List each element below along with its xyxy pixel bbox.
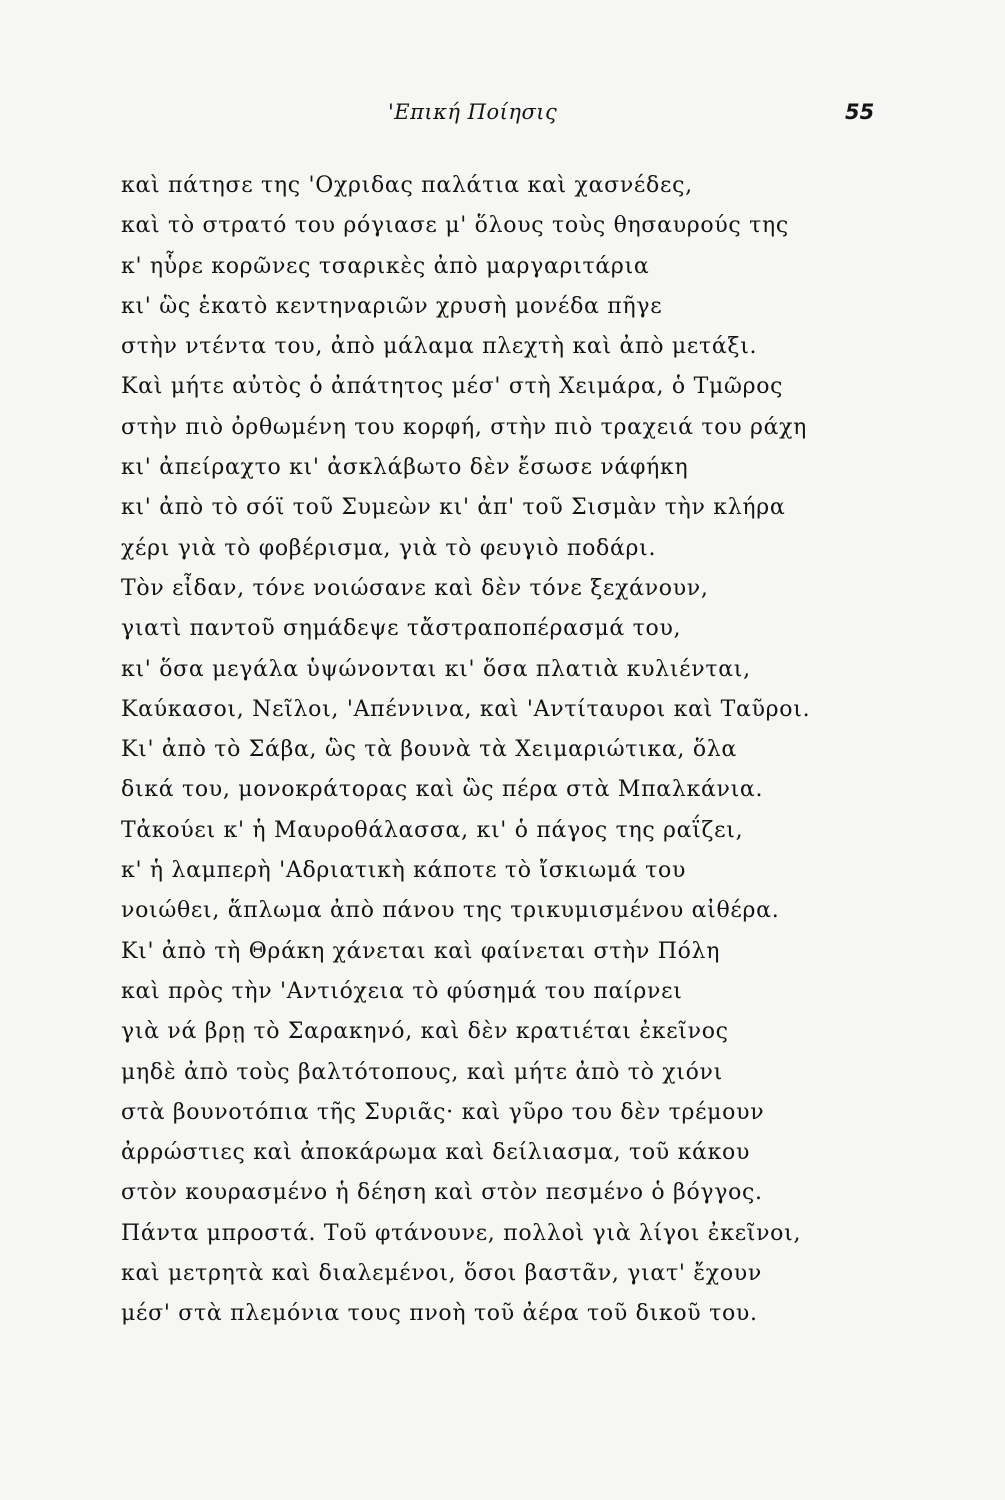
poem-line: δικά του, μονοκράτορας καὶ ὣς πέρα στὰ Μπαλκάνια. — [121, 777, 764, 803]
poem-line: κ' ἡ λαμπερὴ 'Αδριατικὴ κάποτε τὸ ἴσκιωμά του — [121, 858, 687, 884]
poem-line: καὶ τὸ στρατό του ρόγιασε μ' ὅλους τοὺς θησαυρούς της — [121, 213, 789, 239]
poem-line: Κι' ἀπὸ τὴ Θράκη χάνεται καὶ φαίνεται στὴν Πόλη — [121, 938, 721, 964]
poem-line: μηδὲ ἀπὸ τοὺς βαλτότοπους, καὶ μήτε ἀπὸ τὸ χιόνι — [121, 1059, 723, 1085]
page-number: 55 — [845, 100, 875, 124]
poem-line: καὶ μετρητὰ καὶ διαλεμένοι, ὅσοι βαστᾶν, γιατ' ἔχουν — [121, 1261, 762, 1287]
poem-line: μέσ' στὰ πλεμόνια τους πνοὴ τοῦ ἀέρα τοῦ δικοῦ του. — [121, 1301, 758, 1327]
poem-line: στὰ βουνοτόπια τῆς Συριᾶς· καὶ γῦρο του δὲν τρέμουν — [121, 1099, 765, 1125]
poem-line: κι' ὣς ἑκατὸ κεντηναριῶν χρυσὴ μονέδα πῆγε — [121, 293, 663, 319]
poem-line: χέρι γιὰ τὸ φοβέρισμα, γιὰ τὸ φευγιὸ ποδάρι. — [121, 535, 657, 561]
poem-line: Κι' ἀπὸ τὸ Σάβα, ὣς τὰ βουνὰ τὰ Χειμαριώτικα, ὅλα — [121, 737, 737, 763]
poem-line: στὴν πιὸ ὀρθωμένη του κορφή, στὴν πιὸ τραχειά του ράχη — [121, 414, 808, 440]
running-head — [0, 100, 1005, 130]
poem-line: ἀρρώστιες καὶ ἀποκάρωμα καὶ δείλιασμα, τοῦ κάκου — [121, 1140, 751, 1166]
poem-line: Τἀκούει κ' ἡ Μαυροθάλασσα, κι' ὁ πάγος της ραΐζει, — [121, 817, 744, 843]
poem-text — [121, 166, 911, 1335]
poem-line: κι' ἀπείραχτο κι' ἀσκλάβωτο δὲν ἔσωσε νάφήκη — [121, 455, 689, 481]
poem-line: στὸν κουρασμένο ἡ δέηση καὶ στὸν πεσμένο ὁ βόγγος. — [121, 1180, 763, 1206]
running-head-title: 'Επική Ποίησις — [388, 100, 558, 124]
poem-line: Καύκασοι, Νεῖλοι, 'Απέννινα, καὶ 'Αντίταυροι καὶ Ταῦροι. — [121, 696, 811, 722]
poem-line: στὴν ντέντα του, ἀπὸ μάλαμα πλεχτὴ καὶ ἀπὸ μετάξι. — [121, 334, 758, 360]
poem-line: καὶ πρὸς τὴν 'Αντιόχεια τὸ φύσημά του παίρνει — [121, 978, 683, 1004]
poem-line: κι' ἀπὸ τὸ σόϊ τοῦ Συμεὼν κι' ἀπ' τοῦ Σισμὰν τὴν κλήρα — [121, 495, 786, 521]
poem-line: Πάντα μπροστά. Τοῦ φτάνουνε, πολλοὶ γιὰ λίγοι ἐκεῖνοι, — [121, 1220, 802, 1246]
poem-line: κι' ὅσα μεγάλα ὑψώνονται κι' ὅσα πλατιὰ κυλιένται, — [121, 656, 751, 682]
poem-line: γιὰ νά βρῃ τὸ Σαρακηνό, καὶ δὲν κρατιέται ἐκεῖνος — [121, 1019, 729, 1045]
poem-line: γιατὶ παντοῦ σημάδεψε τἄστραποπέρασμά του, — [121, 616, 682, 642]
poem-line: κ' ηὗρε κορῶνες τσαρικὲς ἀπὸ μαργαριτάρια — [121, 253, 650, 279]
poem-line: Καὶ μήτε αὐτὸς ὁ ἀπάτητος μέσ' στὴ Χειμάρα, ὁ Τμῶρος — [121, 374, 784, 400]
poem-line: νοιώθει, ἅπλωμα ἀπὸ πάνου της τρικυμισμένου αἰθέρα. — [121, 898, 780, 924]
poem-line: Τὸν εἶδαν, τόνε νοιώσανε καὶ δὲν τόνε ξεχάνουν, — [121, 575, 709, 601]
poem-line: καὶ πάτησε της 'Οχριδας παλάτια καὶ χασνέδες, — [121, 173, 693, 198]
